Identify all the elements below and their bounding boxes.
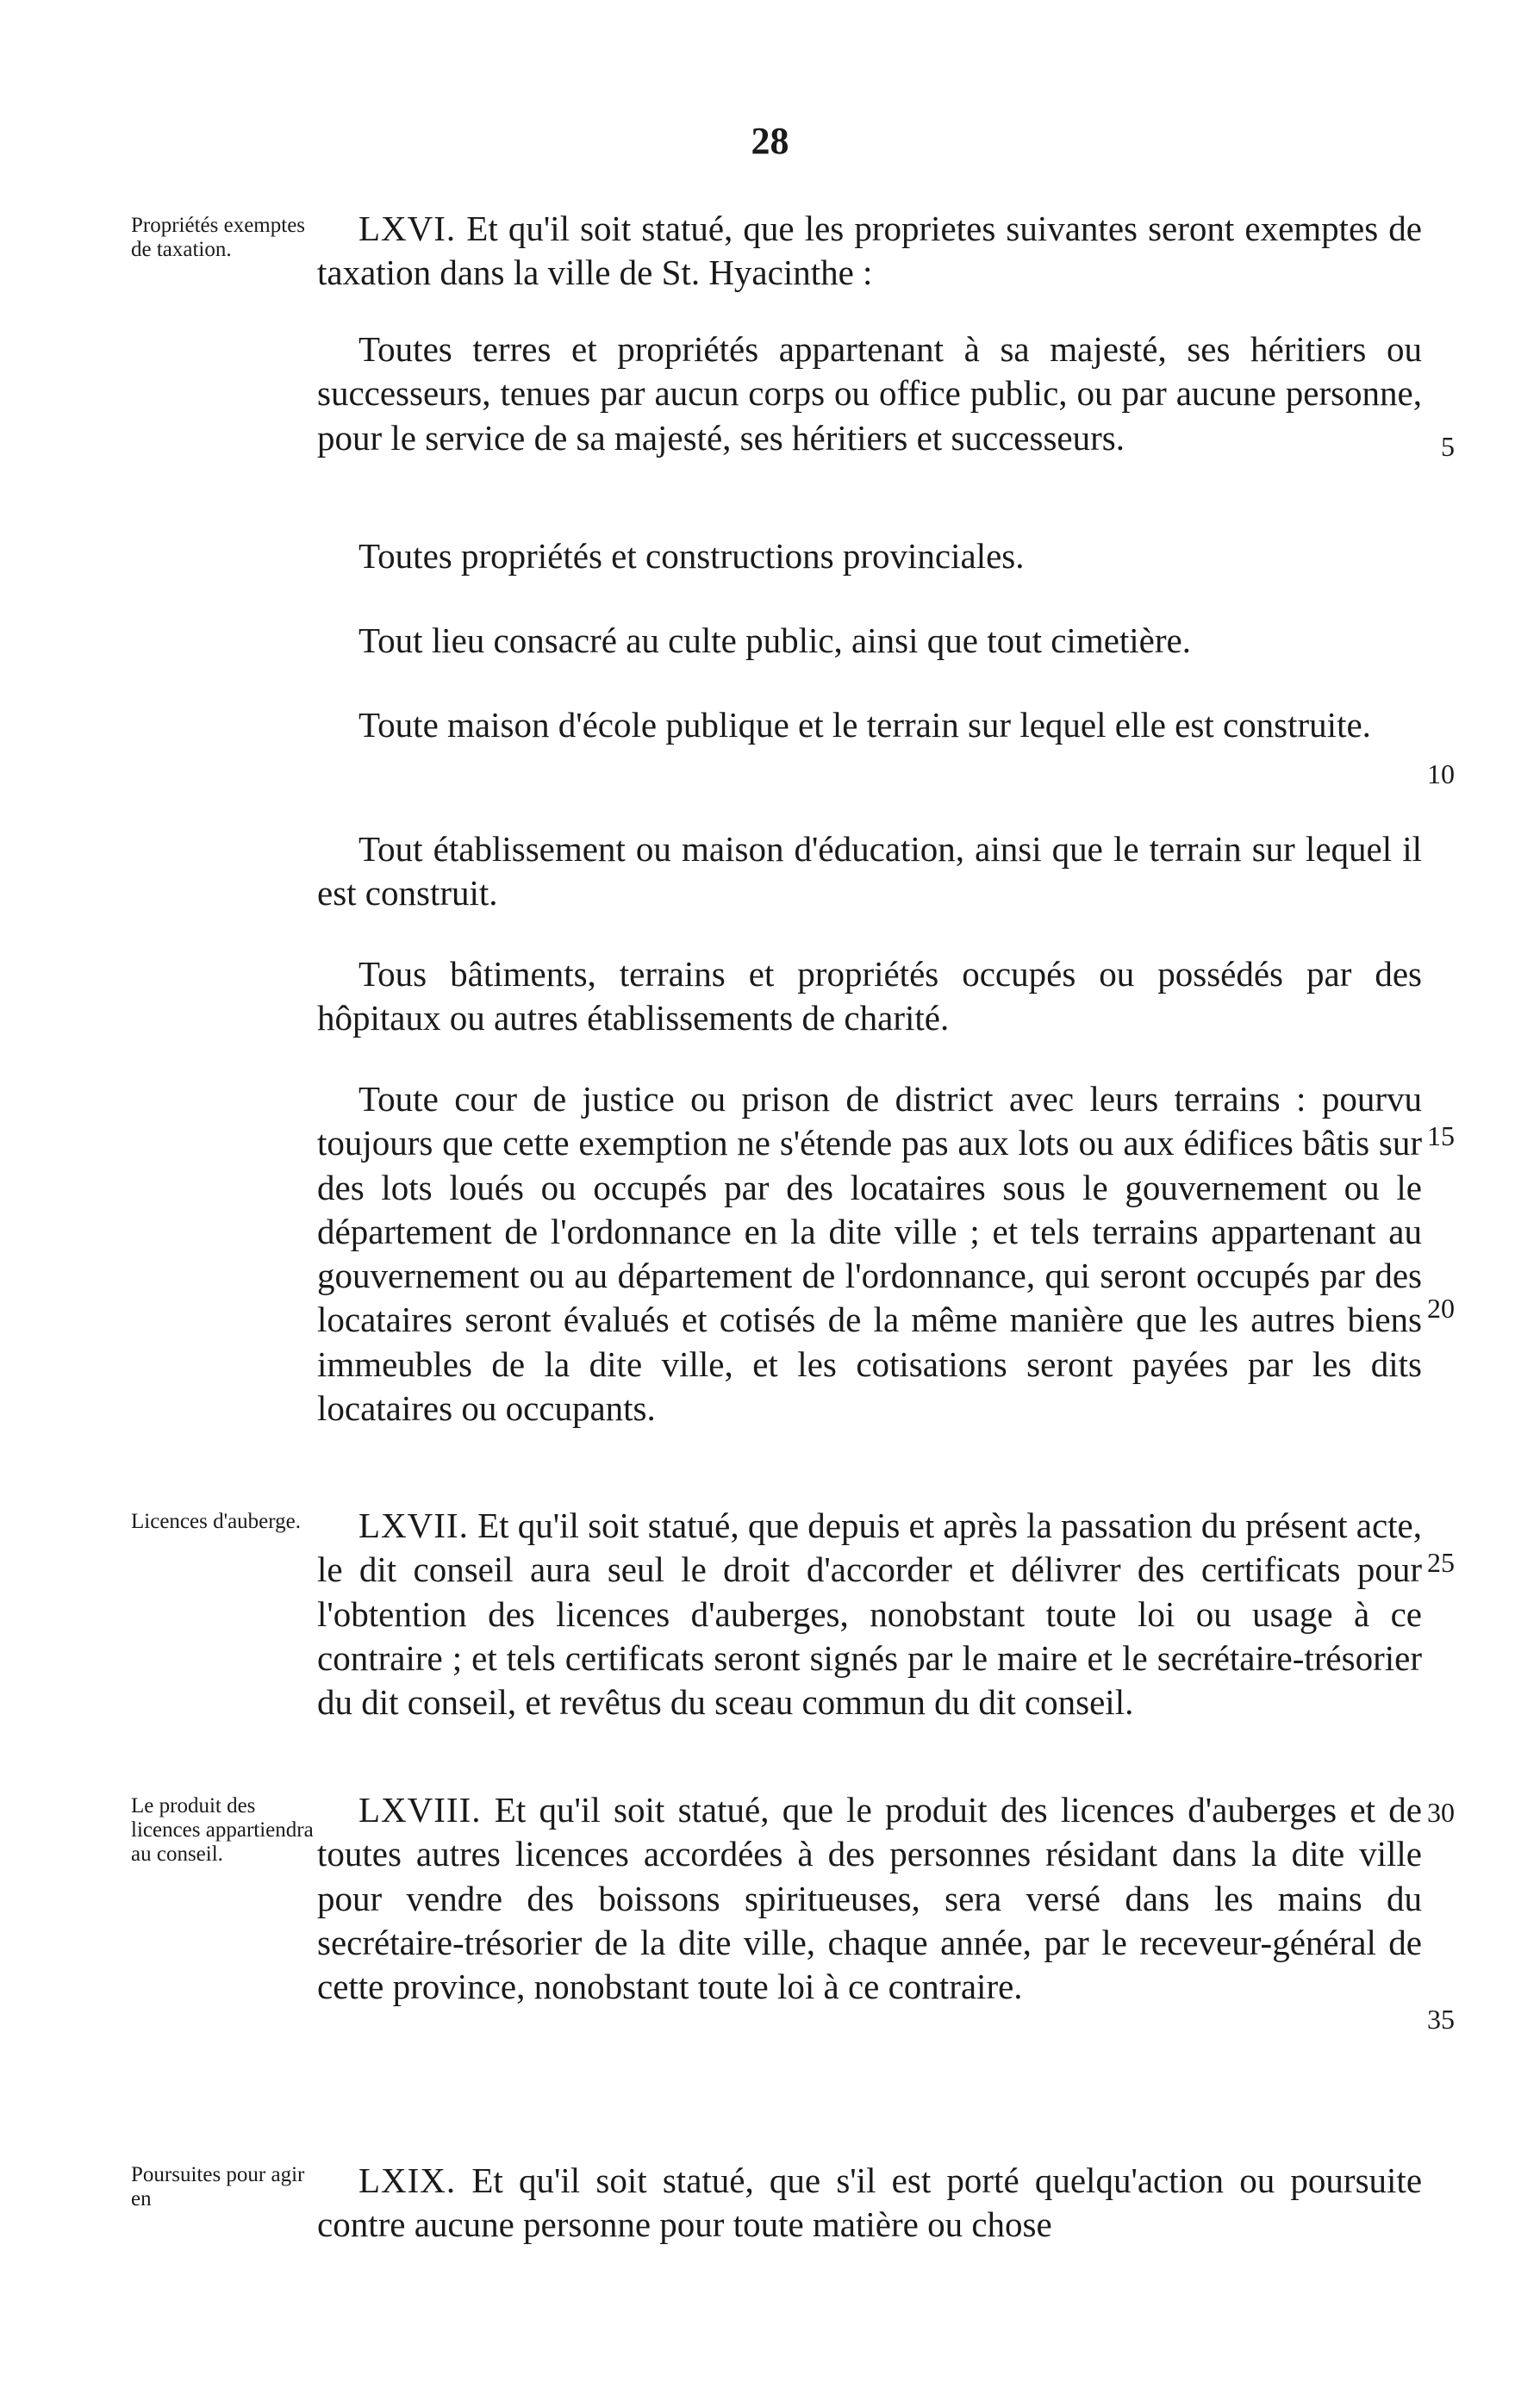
section-67 — [317, 1504, 1422, 1724]
paragraph: Toute cour de justice ou prison de district avec leurs terrains : pourvu toujours que cette exemption ne s'étende pas aux lots ou aux édifices bâtis sur des lots loués ou occupés par des locataires sous le gouvernement ou le département de l'ordonnance en la dite ville ; et tels terrains appartenant au gouvernement ou au département de l'ordonnance, qui seront occupés par des locataires seront évalués et cotisés de la même manière que les autres biens immeubles de la dite ville, et les cotisations seront payées par les dits locataires ou occupants. — [317, 1079, 1422, 1428]
section-text: Et qu'il soit statué, que s'il est porté quelqu'action ou poursuite contre aucune personne pour toute matière ou chose — [317, 2160, 1423, 2245]
section-66-item — [317, 1077, 1422, 1431]
line-number-35: 35 — [1427, 2004, 1455, 2035]
section-text: Et qu'il soit statué, que depuis et après la passation du présent acte, le dit conseil aura seul le droit d'accorder et délivrer des certificats pour l'obtention des licences d'auberges, nonobstant toute loi ou usage à ce contraire ; et tels certificats seront signés par le maire et le secrétaire-trésorier du dit conseil, et revêtus du sceau commun du dit conseil. — [317, 1506, 1423, 1722]
margin-note-exemptions: Propriétés exemptes de taxation. — [131, 214, 306, 261]
section-number: LXVI. — [359, 209, 457, 248]
paragraph: Tout lieu consacré au culte public, ainsi que tout cimetière. — [359, 620, 1191, 660]
section-text: Et qu'il soit statué, que les proprietes suivantes seront exemptes de taxation dans la ville de St. Hyacinthe : — [317, 209, 1422, 293]
section-number: LXVIII. — [359, 1790, 482, 1830]
line-number-30: 30 — [1427, 1797, 1455, 1828]
line-number-15: 15 — [1427, 1120, 1455, 1151]
section-text: Et qu'il soit statué, que le produit des licences d'auberges et de toutes autres licences accordées à des personnes résidant dans la dite ville pour vendre des boissons spiritueuses, sera versé dans les mains du secrétaire-trésorier de la dite ville, chaque année, par le receveur-général de cette province, nonobstant toute loi à ce contraire. — [317, 1790, 1422, 2006]
paragraph: Toutes terres et propriétés appartenant à sa majesté, ses héritiers ou successeurs, tenues par aucun corps ou office public, ou par aucune personne, pour le service de sa majesté, ses héritiers et successeurs. — [317, 329, 1422, 458]
page-number: 28 — [751, 120, 789, 162]
section-66-item — [317, 827, 1422, 916]
line-number-20: 20 — [1427, 1293, 1455, 1324]
section-66-item — [317, 534, 1422, 578]
section-66-item — [317, 619, 1422, 663]
section-66-item — [317, 952, 1422, 1041]
section-68 — [317, 1788, 1422, 2009]
line-number-5: 5 — [1441, 431, 1455, 462]
margin-note-poursuites: Poursuites pour agir en — [131, 2163, 305, 2210]
section-number: LXIX. — [359, 2160, 457, 2200]
line-number-10: 10 — [1427, 758, 1455, 789]
line-number-25: 25 — [1427, 1547, 1455, 1578]
section-69 — [317, 2159, 1422, 2248]
section-66-item — [317, 703, 1422, 747]
section-66-heading — [317, 207, 1422, 296]
section-66-item — [317, 327, 1422, 460]
paragraph: Toutes propriétés et constructions provinciales. — [359, 536, 1025, 576]
section-66 — [317, 207, 1422, 296]
margin-note-produit: Le produit des licences appartiendra au conseil. — [131, 1794, 314, 1866]
paragraph: Tout établissement ou maison d'éducation, ainsi que le terrain sur lequel il est construit. — [317, 829, 1422, 913]
section-number: LXVII. — [359, 1506, 469, 1545]
paragraph: Tous bâtiments, terrains et propriétés occupés ou possédés par des hôpitaux ou autres établissements de charité. — [317, 954, 1422, 1038]
paragraph: Toute maison d'école publique et le terrain sur lequel elle est construite. — [359, 705, 1371, 745]
margin-note-licences: Licences d'auberge. — [131, 1510, 301, 1533]
